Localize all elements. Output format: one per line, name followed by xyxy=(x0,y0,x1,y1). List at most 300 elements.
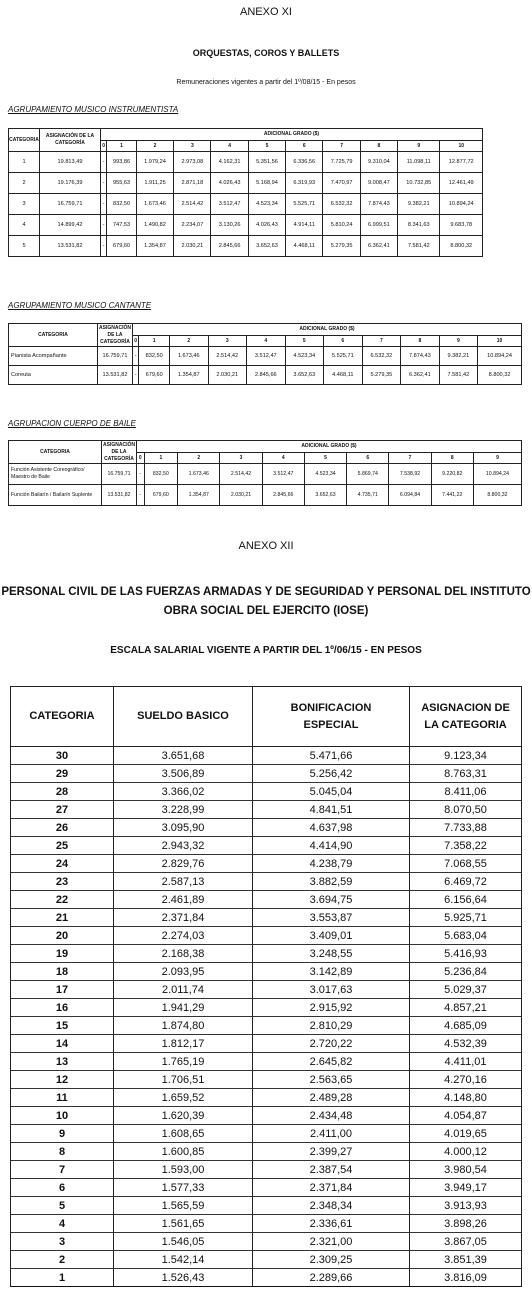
cantante-cell-grade: 5.525,71 xyxy=(324,347,363,366)
table-row xyxy=(11,1161,522,1179)
table-row xyxy=(11,963,522,981)
cantante-grade-header: 1 xyxy=(139,335,170,347)
escala-cell-categoria: 7 xyxy=(11,1161,114,1179)
instrumentista-cell-grade: 1.673,46 xyxy=(136,194,173,215)
cantante-cell-grade: 2.030,21 xyxy=(208,366,247,385)
escala-header-categoria: CATEGORIA xyxy=(11,687,114,747)
escala-cell-sueldo: 2.168,38 xyxy=(114,945,253,963)
instrumentista-cell-categoria: 1 xyxy=(9,152,40,173)
escala-salarial-table xyxy=(10,686,522,1287)
cantante-cell-grade: 1.354,87 xyxy=(170,366,209,385)
cantante-cell-grade: 10.894,24 xyxy=(478,347,522,366)
table-row xyxy=(9,464,522,485)
instrumentista-cell-grade: 10.732,85 xyxy=(398,173,440,194)
escala-cell-categoria: 6 xyxy=(11,1179,114,1197)
instrumentista-grade-header: 2 xyxy=(136,140,173,152)
table-row xyxy=(11,1071,522,1089)
escala-cell-sueldo: 1.561,65 xyxy=(114,1215,253,1233)
baile-cell-grade: 3.652,63 xyxy=(304,485,346,506)
instrumentista-header-adicional: ADICIONAL GRADO ($) xyxy=(101,129,483,141)
instrumentista-cell-grade: - xyxy=(101,173,107,194)
cantante-cell-grade: 7.581,42 xyxy=(439,366,478,385)
baile-cell-grade: 1.354,87 xyxy=(178,485,220,506)
table-row xyxy=(11,1035,522,1053)
baile-grade-header: 2 xyxy=(178,452,220,464)
instrumentista-cell-grade: 6.532,32 xyxy=(323,194,360,215)
escala-header-asignacion: ASIGNACION DE LA CATEGORIA xyxy=(410,687,522,747)
table-row xyxy=(9,485,522,506)
instrumentista-cell-grade: 1.354,87 xyxy=(136,236,173,257)
baile-cell-categoria: Función Bailarín / Bailarín Suplente xyxy=(9,485,102,506)
cantante-header-categoria: CATEGORIA xyxy=(9,324,98,347)
instrumentista-header-asignacion: ASIGNACIÓN DE LA CATEGORÍA xyxy=(40,129,101,152)
escala-cell-categoria: 22 xyxy=(11,891,114,909)
cantante-cell-grade: 7.874,43 xyxy=(401,347,440,366)
instrumentista-cell-grade: 1.490,82 xyxy=(136,215,173,236)
escala-cell-sueldo: 1.874,80 xyxy=(114,1017,253,1035)
escala-cell-categoria: 1 xyxy=(11,1269,114,1287)
cantante-grade-header: 6 xyxy=(324,335,363,347)
escala-cell-categoria: 8 xyxy=(11,1143,114,1161)
cantante-cell-grade: 2.514,42 xyxy=(208,347,247,366)
escala-cell-sueldo: 1.577,33 xyxy=(114,1179,253,1197)
escala-cell-bonificacion: 3.694,75 xyxy=(253,891,410,909)
instrumentista-cell-grade: 12.877,72 xyxy=(440,152,483,173)
instrumentista-cell-grade: 12.461,49 xyxy=(440,173,483,194)
escala-cell-bonificacion: 2.489,28 xyxy=(253,1089,410,1107)
cantante-cell-categoria: Coreuta xyxy=(9,366,98,385)
table-row xyxy=(11,801,522,819)
instrumentista-cell-grade: - xyxy=(101,236,107,257)
escala-cell-asignacion: 9.123,34 xyxy=(410,747,522,765)
cantante-header-adicional: ADICIONAL GRADO ($) xyxy=(133,324,522,336)
escala-cell-sueldo: 3.228,99 xyxy=(114,801,253,819)
instrumentista-cell-grade: 2.514,42 xyxy=(174,194,211,215)
table-row xyxy=(9,152,483,173)
escala-cell-sueldo: 3.506,89 xyxy=(114,765,253,783)
instrumentista-cell-grade: 679,60 xyxy=(107,236,137,257)
escala-cell-bonificacion: 2.348,34 xyxy=(253,1197,410,1215)
baile-cell-grade: 679,60 xyxy=(144,485,178,506)
instrumentista-grade-header: 10 xyxy=(440,140,483,152)
escala-cell-bonificacion: 2.371,84 xyxy=(253,1179,410,1197)
instrumentista-cell-grade: 2.871,18 xyxy=(174,173,211,194)
instrumentista-cell-asignacion: 14.899,42 xyxy=(40,215,101,236)
cantante-cell-grade: 4.523,34 xyxy=(285,347,324,366)
instrumentista-cell-grade: 9.683,78 xyxy=(440,215,483,236)
cantante-cell-grade: 9.382,21 xyxy=(439,347,478,366)
instrumentista-cell-grade: - xyxy=(101,215,107,236)
escala-cell-asignacion: 3.867,05 xyxy=(410,1233,522,1251)
instrumentista-cell-categoria: 5 xyxy=(9,236,40,257)
escala-cell-categoria: 24 xyxy=(11,855,114,873)
escala-cell-asignacion: 8.070,50 xyxy=(410,801,522,819)
escala-cell-asignacion: 3.949,17 xyxy=(410,1179,522,1197)
escala-cell-bonificacion: 2.411,00 xyxy=(253,1125,410,1143)
cantante-grade-header: 10 xyxy=(478,335,522,347)
baile-cell-grade: 7.441,22 xyxy=(431,485,473,506)
baile-cell-grade: 832,50 xyxy=(144,464,178,485)
escala-cell-categoria: 17 xyxy=(11,981,114,999)
escala-cell-categoria: 10 xyxy=(11,1107,114,1125)
baile-grade-header: 6 xyxy=(347,452,389,464)
baile-cell-grade: 4.735,71 xyxy=(347,485,389,506)
baile-header-adicional: ADICIONAL GRADO ($) xyxy=(137,441,522,453)
table-row xyxy=(11,891,522,909)
escala-cell-categoria: 5 xyxy=(11,1197,114,1215)
escala-cell-bonificacion: 2.289,66 xyxy=(253,1269,410,1287)
escala-cell-bonificacion: 2.810,29 xyxy=(253,1017,410,1035)
instrumentista-cell-grade: 4.026,43 xyxy=(248,215,285,236)
instrumentista-cell-categoria: 4 xyxy=(9,215,40,236)
table-row xyxy=(11,1143,522,1161)
instrumentista-grade-header: 9 xyxy=(398,140,440,152)
escala-cell-sueldo: 2.371,84 xyxy=(114,909,253,927)
instrumentista-grade-header: 6 xyxy=(286,140,323,152)
escala-cell-categoria: 14 xyxy=(11,1035,114,1053)
escala-cell-asignacion: 4.019,65 xyxy=(410,1125,522,1143)
baile-header-asignacion: ASIGNACIÓN DE LA CATEGORÍA xyxy=(103,441,135,462)
escala-cell-sueldo: 2.093,95 xyxy=(114,963,253,981)
cantante-grade-header: 3 xyxy=(208,335,247,347)
cantante-cell-grade: 832,50 xyxy=(139,347,170,366)
instrumentista-cell-grade: 5.168,94 xyxy=(248,173,285,194)
baile-cell-grade: 2.030,21 xyxy=(220,485,262,506)
anexo-xi-title: ANEXO XI xyxy=(240,6,292,18)
escala-cell-categoria: 20 xyxy=(11,927,114,945)
instrumentista-cell-grade: 6.362,41 xyxy=(360,236,397,257)
escala-cell-categoria: 13 xyxy=(11,1053,114,1071)
escala-cell-sueldo: 1.600,85 xyxy=(114,1143,253,1161)
instrumentista-cell-asignacion: 13.531,82 xyxy=(40,236,101,257)
escala-header-sueldo: SUELDO BASICO xyxy=(114,687,253,747)
instrumentista-cell-grade: 9.008,47 xyxy=(360,173,397,194)
instrumentista-cell-grade: - xyxy=(101,152,107,173)
instrumentista-cell-grade: 2.234,07 xyxy=(174,215,211,236)
cantante-cell-grade: 1.673,46 xyxy=(170,347,209,366)
escala-cell-asignacion: 4.054,87 xyxy=(410,1107,522,1125)
instrumentista-cell-grade: 832,50 xyxy=(107,194,137,215)
escala-cell-bonificacion: 3.882,59 xyxy=(253,873,410,891)
baile-cell-grade: 5.869,74 xyxy=(347,464,389,485)
escala-cell-bonificacion: 5.471,66 xyxy=(253,747,410,765)
table-row xyxy=(11,837,522,855)
escala-cell-categoria: 16 xyxy=(11,999,114,1017)
anexo-xii-heading-line2: OBRA SOCIAL DEL EJERCITO (IOSE) xyxy=(163,605,369,617)
table-row xyxy=(11,1197,522,1215)
cantante-cell-grade: 4.468,11 xyxy=(324,366,363,385)
table-row xyxy=(11,1107,522,1125)
instrumentista-grade-header: 5 xyxy=(248,140,285,152)
cantante-grade-header: 4 xyxy=(247,335,286,347)
table-row xyxy=(11,945,522,963)
instrumentista-cell-grade: 1.979,24 xyxy=(136,152,173,173)
escala-cell-asignacion: 7.733,88 xyxy=(410,819,522,837)
anexo-xii-heading-line1: PERSONAL CIVIL DE LAS FUERZAS ARMADAS Y DE SEGURIDAD Y PERSONAL DEL INSTITUTO xyxy=(1,586,531,598)
escala-cell-sueldo: 2.943,32 xyxy=(114,837,253,855)
escala-cell-categoria: 9 xyxy=(11,1125,114,1143)
baile-grade-header: 7 xyxy=(389,452,431,464)
table-row xyxy=(11,765,522,783)
cantante-cell-asignacion: 13.531,82 xyxy=(98,366,133,385)
escala-cell-sueldo: 1.526,43 xyxy=(114,1269,253,1287)
cantante-table xyxy=(8,323,522,385)
table-row xyxy=(9,194,483,215)
escala-cell-categoria: 25 xyxy=(11,837,114,855)
escala-cell-asignacion: 5.029,37 xyxy=(410,981,522,999)
escala-cell-sueldo: 1.542,14 xyxy=(114,1251,253,1269)
instrumentista-grade-header: 7 xyxy=(323,140,360,152)
cantante-cell-grade: 6.362,41 xyxy=(401,366,440,385)
escala-cell-categoria: 29 xyxy=(11,765,114,783)
baile-grade-header: 4 xyxy=(262,452,304,464)
escala-cell-sueldo: 1.546,05 xyxy=(114,1233,253,1251)
escala-cell-asignacion: 5.236,84 xyxy=(410,963,522,981)
instrumentista-cell-grade: 2.030,21 xyxy=(174,236,211,257)
escala-cell-bonificacion: 3.248,55 xyxy=(253,945,410,963)
baile-cell-grade: 2.845,66 xyxy=(262,485,304,506)
table-row xyxy=(11,873,522,891)
escala-cell-asignacion: 6.156,64 xyxy=(410,891,522,909)
baile-cell-categoria: Función Asistente Coreográfico/ Maestro de Baile xyxy=(9,464,102,485)
escala-cell-sueldo: 1.620,39 xyxy=(114,1107,253,1125)
baile-cell-grade: 10.894,24 xyxy=(473,464,521,485)
baile-header-categoria: CATEGORIA xyxy=(9,441,102,464)
escala-cell-categoria: 4 xyxy=(11,1215,114,1233)
instrumentista-cell-grade: 2.845,66 xyxy=(211,236,248,257)
escala-cell-categoria: 28 xyxy=(11,783,114,801)
escala-cell-bonificacion: 5.045,04 xyxy=(253,783,410,801)
instrumentista-cell-grade: 6.336,56 xyxy=(286,152,323,173)
escala-cell-categoria: 3 xyxy=(11,1233,114,1251)
escala-cell-asignacion: 7.068,55 xyxy=(410,855,522,873)
escala-cell-bonificacion: 5.256,42 xyxy=(253,765,410,783)
escala-cell-asignacion: 5.925,71 xyxy=(410,909,522,927)
baile-cell-grade: 4.523,34 xyxy=(304,464,346,485)
escala-cell-asignacion: 5.416,93 xyxy=(410,945,522,963)
instrumentista-label: AGRUPAMIENTO MUSICO INSTRUMENTISTA xyxy=(8,105,179,114)
instrumentista-cell-grade: 7.874,43 xyxy=(360,194,397,215)
instrumentista-cell-grade: 4.162,31 xyxy=(211,152,248,173)
baile-grade-header: 5 xyxy=(304,452,346,464)
table-row xyxy=(11,1053,522,1071)
baile-grade-header: 8 xyxy=(431,452,473,464)
table-row xyxy=(11,909,522,927)
instrumentista-table xyxy=(8,128,483,257)
escala-cell-sueldo: 1.659,52 xyxy=(114,1089,253,1107)
instrumentista-cell-categoria: 2 xyxy=(9,173,40,194)
instrumentista-grade-header: 1 xyxy=(107,140,137,152)
escala-cell-asignacion: 3.851,39 xyxy=(410,1251,522,1269)
escala-cell-sueldo: 3.651,68 xyxy=(114,747,253,765)
instrumentista-cell-grade: 10.894,24 xyxy=(440,194,483,215)
instrumentista-cell-grade: 7.470,97 xyxy=(323,173,360,194)
escala-cell-categoria: 11 xyxy=(11,1089,114,1107)
instrumentista-cell-categoria: 3 xyxy=(9,194,40,215)
escala-cell-asignacion: 4.685,09 xyxy=(410,1017,522,1035)
escala-cell-asignacion: 8.763,31 xyxy=(410,765,522,783)
table-row xyxy=(9,236,483,257)
cantante-cell-grade: - xyxy=(133,347,139,366)
cantante-label: AGRUPAMIENTO MUSICO CANTANTE xyxy=(8,301,152,310)
cantante-cell-grade: 2.845,66 xyxy=(247,366,286,385)
table-row xyxy=(11,1269,522,1287)
table-row xyxy=(11,1233,522,1251)
instrumentista-cell-grade: 9.310,04 xyxy=(360,152,397,173)
instrumentista-cell-grade: 4.026,43 xyxy=(211,173,248,194)
cantante-header-asignacion: ASIGNACIÓN DE LA CATEGORÍA xyxy=(99,324,131,345)
table-row xyxy=(9,173,483,194)
escala-cell-sueldo: 2.011,74 xyxy=(114,981,253,999)
instrumentista-cell-grade: 3.130,26 xyxy=(211,215,248,236)
instrumentista-cell-grade: 4.914,11 xyxy=(286,215,323,236)
baile-cell-grade: - xyxy=(137,464,145,485)
anexo-xi-heading: ORQUESTAS, COROS Y BALLETS xyxy=(192,48,340,58)
escala-cell-bonificacion: 2.336,61 xyxy=(253,1215,410,1233)
instrumentista-cell-grade: 993,86 xyxy=(107,152,137,173)
table-row xyxy=(11,783,522,801)
escala-cell-bonificacion: 3.409,01 xyxy=(253,927,410,945)
instrumentista-cell-grade: 7.581,42 xyxy=(398,236,440,257)
escala-cell-bonificacion: 2.387,54 xyxy=(253,1161,410,1179)
instrumentista-cell-grade: 8.800,32 xyxy=(440,236,483,257)
escala-cell-sueldo: 1.812,17 xyxy=(114,1035,253,1053)
escala-cell-categoria: 2 xyxy=(11,1251,114,1269)
escala-cell-categoria: 19 xyxy=(11,945,114,963)
table-row xyxy=(9,215,483,236)
escala-cell-asignacion: 8.411,06 xyxy=(410,783,522,801)
table-row xyxy=(11,1215,522,1233)
instrumentista-grade-header: 0 xyxy=(101,140,107,152)
instrumentista-cell-grade: 5.525,71 xyxy=(286,194,323,215)
instrumentista-header-categoria: CATEGORIA xyxy=(9,129,40,152)
baile-label: AGRUPACION CUERPO DE BAILE xyxy=(8,419,136,428)
baile-cell-grade: 2.514,42 xyxy=(220,464,262,485)
instrumentista-cell-grade: 2.973,08 xyxy=(174,152,211,173)
instrumentista-cell-grade: 3.652,63 xyxy=(248,236,285,257)
escala-cell-asignacion: 7.358,22 xyxy=(410,837,522,855)
cantante-grade-header: 9 xyxy=(439,335,478,347)
escala-cell-asignacion: 4.411,01 xyxy=(410,1053,522,1071)
escala-cell-asignacion: 4.148,80 xyxy=(410,1089,522,1107)
escala-cell-sueldo: 1.706,51 xyxy=(114,1071,253,1089)
instrumentista-cell-asignacion: 16.759,71 xyxy=(40,194,101,215)
instrumentista-cell-grade: 6.319,93 xyxy=(286,173,323,194)
cantante-cell-grade: 3.512,47 xyxy=(247,347,286,366)
instrumentista-cell-grade: 747,53 xyxy=(107,215,137,236)
baile-cell-grade: 3.512,47 xyxy=(262,464,304,485)
baile-grade-header: 9 xyxy=(473,452,521,464)
escala-cell-asignacion: 4.000,12 xyxy=(410,1143,522,1161)
cantante-cell-grade: 679,60 xyxy=(139,366,170,385)
baile-cell-grade: - xyxy=(137,485,145,506)
escala-cell-asignacion: 4.532,39 xyxy=(410,1035,522,1053)
instrumentista-grade-header: 4 xyxy=(211,140,248,152)
escala-cell-asignacion: 4.857,21 xyxy=(410,999,522,1017)
table-row xyxy=(11,1017,522,1035)
escala-cell-asignacion: 3.898,26 xyxy=(410,1215,522,1233)
escala-cell-asignacion: 5.683,04 xyxy=(410,927,522,945)
instrumentista-cell-grade: 11.098,11 xyxy=(398,152,440,173)
table-row xyxy=(11,1251,522,1269)
instrumentista-grade-header: 8 xyxy=(360,140,397,152)
escala-cell-bonificacion: 3.017,63 xyxy=(253,981,410,999)
baile-cell-grade: 9.220,82 xyxy=(431,464,473,485)
table-row xyxy=(11,747,522,765)
escala-cell-asignacion: 6.469,72 xyxy=(410,873,522,891)
cantante-cell-grade: 6.532,32 xyxy=(362,347,401,366)
cantante-cell-asignacion: 16.759,71 xyxy=(98,347,133,366)
escala-cell-sueldo: 1.608,65 xyxy=(114,1125,253,1143)
instrumentista-cell-grade: 5.351,56 xyxy=(248,152,285,173)
cantante-cell-grade: 3.652,63 xyxy=(285,366,324,385)
table-row xyxy=(9,366,522,385)
baile-table xyxy=(8,440,522,506)
instrumentista-cell-grade: 3.512,47 xyxy=(211,194,248,215)
instrumentista-cell-grade: 9.382,21 xyxy=(398,194,440,215)
table-row xyxy=(11,981,522,999)
escala-cell-sueldo: 1.765,19 xyxy=(114,1053,253,1071)
escala-cell-asignacion: 4.270,16 xyxy=(410,1071,522,1089)
escala-cell-bonificacion: 2.915,92 xyxy=(253,999,410,1017)
escala-cell-sueldo: 1.565,59 xyxy=(114,1197,253,1215)
table-row xyxy=(11,999,522,1017)
escala-cell-bonificacion: 2.720,22 xyxy=(253,1035,410,1053)
escala-cell-sueldo: 3.366,02 xyxy=(114,783,253,801)
escala-cell-bonificacion: 4.414,90 xyxy=(253,837,410,855)
baile-cell-grade: 8.800,32 xyxy=(473,485,521,506)
table-row xyxy=(11,927,522,945)
escala-cell-categoria: 23 xyxy=(11,873,114,891)
escala-cell-asignacion: 3.913,93 xyxy=(410,1197,522,1215)
table-row xyxy=(11,1179,522,1197)
instrumentista-cell-grade: 8.341,63 xyxy=(398,215,440,236)
table-row xyxy=(9,347,522,366)
instrumentista-cell-grade: 6.999,51 xyxy=(360,215,397,236)
instrumentista-cell-grade: - xyxy=(101,194,107,215)
cantante-grade-header: 8 xyxy=(401,335,440,347)
escala-cell-categoria: 26 xyxy=(11,819,114,837)
baile-grade-header: 1 xyxy=(144,452,178,464)
escala-cell-categoria: 18 xyxy=(11,963,114,981)
escala-cell-bonificacion: 3.553,87 xyxy=(253,909,410,927)
escala-cell-categoria: 15 xyxy=(11,1017,114,1035)
escala-cell-asignacion: 3.816,09 xyxy=(410,1269,522,1287)
table-row xyxy=(11,855,522,873)
baile-cell-asignacion: 16.759,71 xyxy=(102,464,137,485)
table-row xyxy=(11,1089,522,1107)
instrumentista-cell-asignacion: 19.813,49 xyxy=(40,152,101,173)
instrumentista-grade-header: 3 xyxy=(174,140,211,152)
escala-header-bonificacion: BONIFICACION ESPECIAL xyxy=(253,687,410,747)
escala-cell-categoria: 21 xyxy=(11,909,114,927)
cantante-grade-header: 0 xyxy=(133,335,139,347)
instrumentista-cell-grade: 4.468,11 xyxy=(286,236,323,257)
escala-cell-categoria: 27 xyxy=(11,801,114,819)
cantante-cell-grade: 8.800,32 xyxy=(478,366,522,385)
escala-cell-bonificacion: 4.238,79 xyxy=(253,855,410,873)
anexo-xii-title: ANEXO XII xyxy=(238,540,294,552)
escala-cell-asignacion: 3.980,54 xyxy=(410,1161,522,1179)
cantante-grade-header: 7 xyxy=(362,335,401,347)
escala-cell-sueldo: 2.587,13 xyxy=(114,873,253,891)
cantante-cell-categoria: Pianista Acompañante xyxy=(9,347,98,366)
escala-cell-sueldo: 1.941,29 xyxy=(114,999,253,1017)
instrumentista-cell-grade: 955,63 xyxy=(107,173,137,194)
escala-cell-bonificacion: 4.841,51 xyxy=(253,801,410,819)
instrumentista-cell-asignacion: 19.176,39 xyxy=(40,173,101,194)
cantante-cell-grade: 5.279,35 xyxy=(362,366,401,385)
